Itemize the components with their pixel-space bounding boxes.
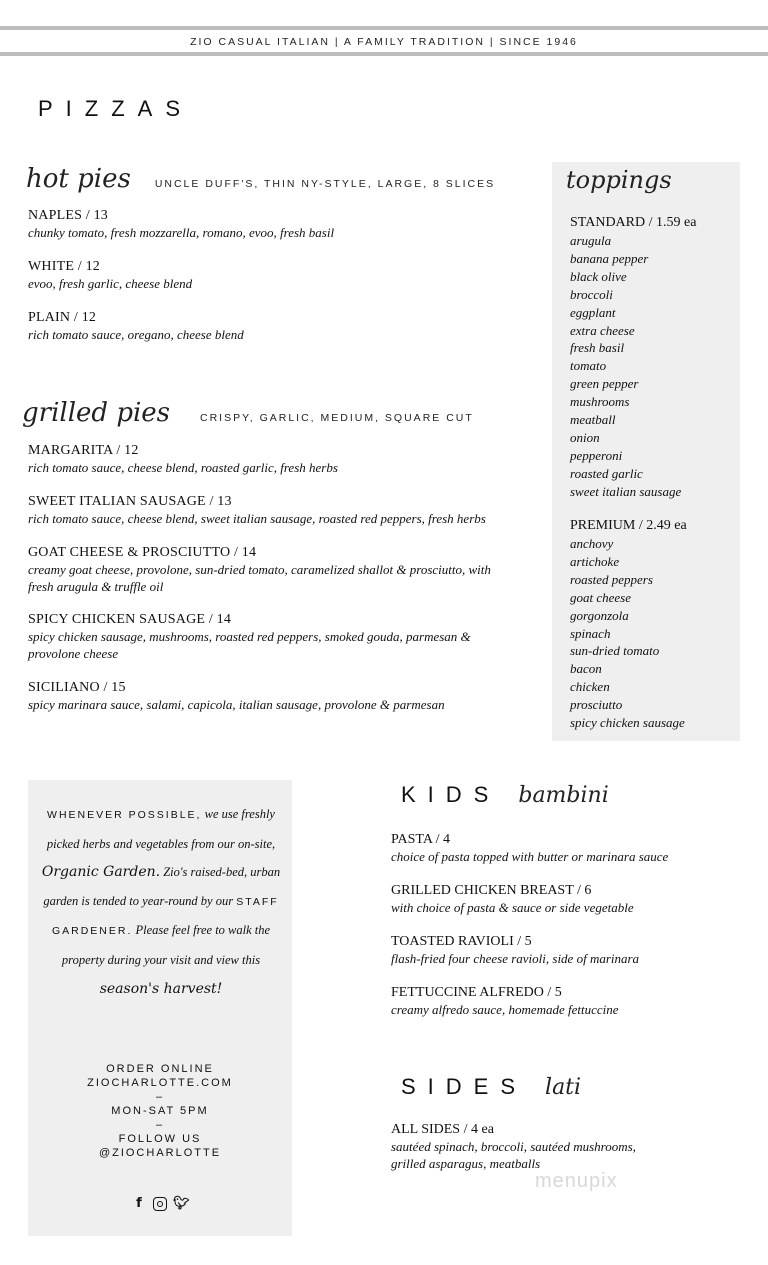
item-name: PLAIN / 12 (28, 310, 97, 325)
topping-item: banana pepper (570, 250, 649, 266)
organic-garden: Organic Garden. (41, 864, 161, 881)
item-desc: choice of pasta topped with butter or marinara sauce (391, 849, 669, 864)
garden-paragraph (38, 800, 284, 1003)
topping-item: chicken (570, 679, 610, 695)
kids-item-grilled-chicken (391, 883, 731, 916)
sides-item-all (391, 1122, 671, 1172)
menu-item-sweet-italian-sausage (28, 494, 538, 527)
item-name: SWEET ITALIAN SAUSAGE / 13 (28, 494, 232, 509)
topping-item: mushrooms (570, 394, 630, 410)
twitter-icon[interactable]: 🐦︎ (173, 1196, 190, 1211)
hot-pies-subheading: UNCLE DUFF'S, THIN NY-STYLE, LARGE, 8 SLICES (154, 178, 496, 190)
standard-price: STANDARD / 1.59 ea (570, 215, 697, 230)
kids-script: bambini (518, 783, 609, 808)
instagram-icon[interactable] (153, 1197, 167, 1211)
item-desc: chunky tomato, fresh mozzarella, romano, evoo, fresh basil (28, 225, 335, 240)
seasons-harvest: season's harvest! (99, 980, 223, 997)
dash-2: – (155, 1119, 165, 1131)
item-name: NAPLES / 13 (28, 208, 108, 223)
item-name: ALL SIDES / 4 ea (391, 1122, 494, 1137)
top-banner (0, 26, 768, 58)
topping-item: fresh basil (570, 340, 625, 356)
topping-item: black olive (570, 268, 627, 284)
item-desc: evoo, fresh garlic, cheese blend (28, 276, 193, 291)
item-desc: sautéed spinach, broccoli, sautéed mushrooms, grilled asparagus, meatballs (391, 1139, 636, 1171)
staff-gardener: STAFF GARDENER. (51, 895, 279, 938)
facebook-icon[interactable]: f (136, 1196, 142, 1211)
topping-item: eggplant (570, 304, 616, 320)
grilled-pies-header (22, 398, 474, 428)
toppings-panel (552, 162, 740, 741)
kids-item-toasted-ravioli (391, 934, 731, 967)
standard-toppings (570, 215, 696, 501)
sides-header (401, 1074, 581, 1100)
kids-item-fettuccine (391, 985, 731, 1018)
contact-info (28, 1062, 292, 1160)
item-desc: spicy marinara sauce, salami, capicola, italian sausage, provolone & parmesan (28, 697, 445, 712)
topping-item: bacon (570, 661, 602, 677)
item-desc: rich tomato sauce, cheese blend, sweet italian sausage, roasted red peppers, fresh herbs (28, 511, 486, 526)
topping-item: spicy chicken sausage (570, 715, 685, 731)
topping-item: extra cheese (570, 322, 635, 338)
website-link[interactable]: ZIOCHARLOTTE.COM (87, 1077, 233, 1089)
topping-item: anchovy (570, 536, 614, 551)
bottom-rule (0, 52, 768, 56)
item-name: FETTUCCINE ALFREDO / 5 (391, 985, 562, 1000)
item-desc: with choice of pasta & sauce or side vegetable (391, 900, 634, 915)
kids-heading: KIDS (401, 782, 501, 807)
menu-item-naples (28, 208, 538, 241)
menu-item-white (28, 259, 538, 292)
garden-text-2: Zio's raised-bed, urban garden is tended to year-round by our (43, 865, 281, 908)
topping-item: green pepper (570, 376, 639, 392)
garden-text-1: we use freshly picked herbs and vegetables from our on-site, (46, 807, 276, 851)
kids-header (401, 782, 609, 808)
order-online: ORDER ONLINE (106, 1063, 214, 1075)
menu-item-siciliano (28, 680, 538, 713)
topping-item: gorgonzola (570, 607, 629, 623)
item-name: SPICY CHICKEN SAUSAGE / 14 (28, 612, 232, 627)
item-name: GRILLED CHICKEN BREAST / 6 (391, 883, 592, 898)
hot-pies-heading: hot pies (26, 164, 131, 194)
topping-item: sun-dried tomato (570, 643, 660, 659)
topping-item: roasted peppers (570, 571, 653, 587)
item-name: SICILIANO / 15 (28, 680, 126, 695)
item-desc: rich tomato sauce, cheese blend, roasted garlic, fresh herbs (28, 460, 338, 475)
social-icons (28, 1196, 292, 1212)
whenever-possible: WHENEVER POSSIBLE, (47, 809, 202, 821)
topping-item: meatball (570, 412, 616, 428)
premium-list (570, 535, 687, 732)
item-name: PASTA / 4 (391, 832, 451, 847)
topping-item: roasted garlic (570, 465, 643, 481)
item-name: MARGARITA / 12 (28, 443, 139, 458)
grilled-pies-heading: grilled pies (22, 398, 171, 428)
topping-item: artichoke (570, 553, 620, 569)
garden-box (28, 780, 292, 1236)
item-desc: rich tomato sauce, oregano, cheese blend (28, 327, 244, 342)
grilled-pies-subheading: CRISPY, GARLIC, MEDIUM, SQUARE CUT (200, 412, 474, 424)
item-name: TOASTED RAVIOLI / 5 (391, 934, 532, 949)
menu-item-plain (28, 310, 538, 343)
topping-item: sweet italian sausage (570, 483, 682, 499)
menu-item-goat-cheese-prosciutto (28, 545, 503, 595)
item-desc: creamy alfredo sauce, homemade fettuccine (391, 1002, 619, 1017)
item-desc: creamy goat cheese, provolone, sun-dried tomato, caramelized shallot & prosciutto, with fresh arugula & truffle oil (28, 562, 491, 594)
menu-item-spicy-chicken-sausage (28, 612, 503, 662)
topping-item: goat cheese (570, 589, 632, 605)
standard-list (570, 232, 696, 501)
topping-item: spinach (570, 625, 611, 641)
social-handle[interactable]: @ZIOCHARLOTTE (98, 1147, 222, 1159)
topping-item: pepperoni (570, 447, 623, 463)
item-name: WHITE / 12 (28, 259, 100, 274)
top-rule (0, 26, 768, 30)
sides-script: lati (545, 1075, 582, 1100)
item-name: GOAT CHEESE & PROSCIUTTO / 14 (28, 545, 257, 560)
tagline: ZIO CASUAL ITALIAN | A FAMILY TRADITION | SINCE 1946 (190, 36, 578, 48)
topping-item: onion (570, 429, 600, 445)
pizzas-title: PIZZAS (38, 96, 194, 121)
premium-price: PREMIUM / 2.49 ea (570, 518, 687, 533)
toppings-heading: toppings (566, 166, 672, 194)
hot-pies-header (26, 164, 495, 194)
hours: MON-SAT 5PM (111, 1105, 209, 1117)
topping-item: prosciutto (570, 697, 623, 713)
follow-us: FOLLOW US (118, 1133, 202, 1145)
kids-item-pasta (391, 832, 731, 865)
dash-1: – (155, 1091, 165, 1103)
topping-item: broccoli (570, 286, 613, 302)
topping-item: tomato (570, 358, 607, 374)
item-desc: flash-fried four cheese ravioli, side of marinara (391, 951, 640, 966)
topping-item: arugula (570, 233, 612, 248)
premium-toppings (570, 518, 687, 732)
menu-item-margarita (28, 443, 538, 476)
item-desc: spicy chicken sausage, mushrooms, roasted red peppers, smoked gouda, parmesan & provolone cheese (28, 629, 471, 661)
watermark: menupix (535, 1170, 618, 1192)
sides-heading: SIDES (401, 1074, 528, 1099)
garden-text-3: Please feel free to walk the property during your visit and view this (61, 923, 271, 967)
